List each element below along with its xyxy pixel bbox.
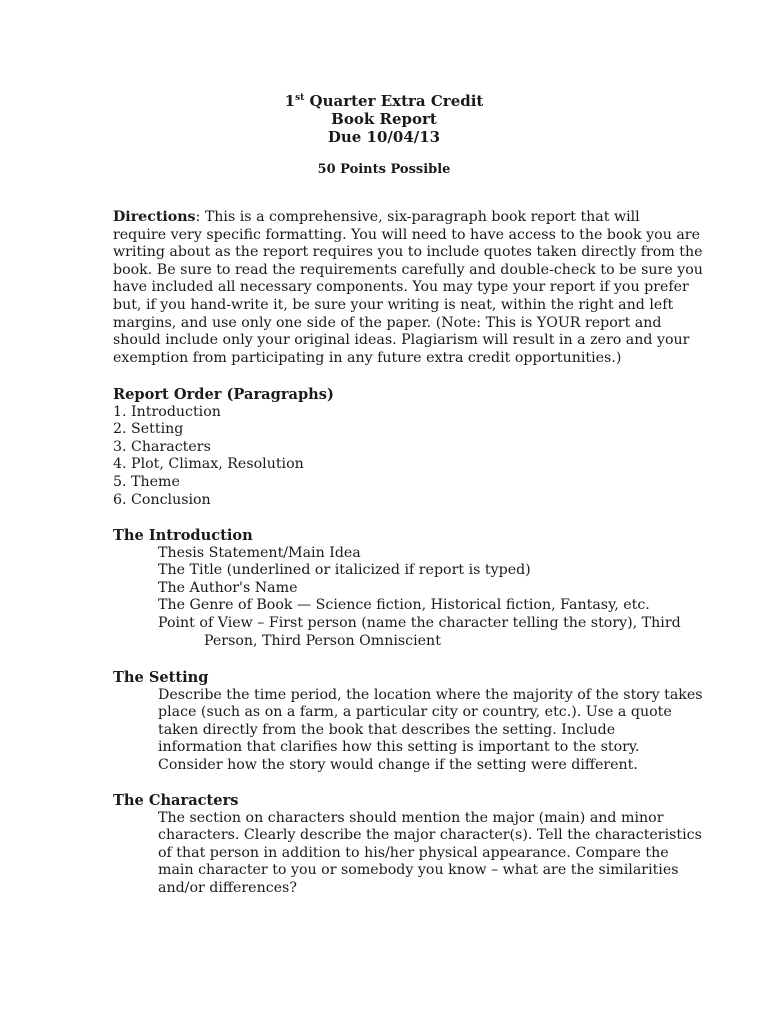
directions-text: : This is a comprehensive, six-paragraph book report that will [195, 209, 640, 225]
title-line-2: Book Report [331, 110, 437, 128]
list-item: Thesis Statement/Main Idea [158, 544, 361, 561]
title-line-1 [0, 92, 768, 110]
setting-line: information that clarifies how this setting is important to the story. [158, 739, 640, 756]
setting-section [113, 669, 703, 775]
directions-line: have included all necessary components. You may type your report if you prefer [113, 279, 689, 296]
setting-line: Consider how the story would change if the setting were different. [158, 756, 638, 773]
directions-line: exemption from participating in any future extra credit opportunities.) [113, 349, 622, 366]
characters-line: main character to you or somebody you know – what are the similarities [158, 862, 679, 879]
setting-heading: The Setting [113, 669, 209, 686]
introduction-heading: The Introduction [113, 527, 253, 544]
directions-line: writing about as the report requires you to include quotes taken directly from the [113, 244, 703, 261]
title-ordinal: 1 [284, 92, 296, 110]
characters-section [113, 792, 702, 898]
list-item: The Title (underlined or italicized if report is typed) [158, 562, 531, 579]
list-item: 3. Characters [113, 438, 211, 455]
list-item: The Genre of Book — Science fiction, Historical fiction, Fantasy, etc. [158, 597, 650, 614]
list-item: Point of View – First person (name the character telling the story), Third [158, 614, 681, 631]
directions-line-1 [113, 209, 673, 227]
title-ordinal-suffix: st [295, 93, 305, 103]
list-item: 1. Introduction [113, 403, 221, 420]
directions-line: margins, and use only one side of the paper. (Note: This is YOUR report and [113, 314, 662, 331]
directions-line: book. Be sure to read the requirements carefully and double-check to be sure you [113, 261, 703, 278]
introduction-section [113, 527, 681, 650]
due-date: Due 10/04/13 [327, 128, 441, 146]
points-possible: 50 Points Possible [317, 162, 451, 177]
list-item: 5. Theme [113, 473, 180, 490]
setting-line: taken directly from the book that describes the setting. Include [158, 721, 616, 738]
characters-line: characters. Clearly describe the major character(s). Tell the characteristics [158, 827, 702, 844]
directions-line: but, if you hand-write it, be sure your writing is neat, within the right and left [113, 296, 674, 313]
directions-label: Directions [113, 209, 196, 225]
title-block [0, 92, 768, 146]
characters-line: The section on characters should mention the major (main) and minor [158, 809, 664, 826]
list-item: 2. Setting [113, 421, 184, 438]
directions-section [113, 209, 703, 367]
list-item-continuation: Person, Third Person Omniscient [204, 632, 441, 649]
list-item: The Author's Name [158, 579, 298, 596]
characters-heading: The Characters [113, 792, 239, 809]
list-item: 4. Plot, Climax, Resolution [113, 456, 304, 473]
characters-line: and/or differences? [158, 879, 297, 896]
report-order-heading: Report Order (Paragraphs) [113, 386, 334, 403]
setting-line: Describe the time period, the location where the majority of the story takes [158, 686, 703, 703]
list-item: 6. Conclusion [113, 491, 211, 508]
characters-line: of that person in addition to his/her physical appearance. Compare the [158, 844, 669, 861]
setting-line: place (such as on a farm, a particular city or country, etc.). Use a quote [158, 704, 672, 721]
report-order-section [113, 386, 673, 509]
title-quarter-text: Quarter Extra Credit [304, 92, 484, 110]
directions-line: should include only your original ideas. Plagiarism will result in a zero and your [113, 332, 690, 349]
directions-line: require very specific formatting. You will need to have access to the book you are [113, 226, 700, 243]
